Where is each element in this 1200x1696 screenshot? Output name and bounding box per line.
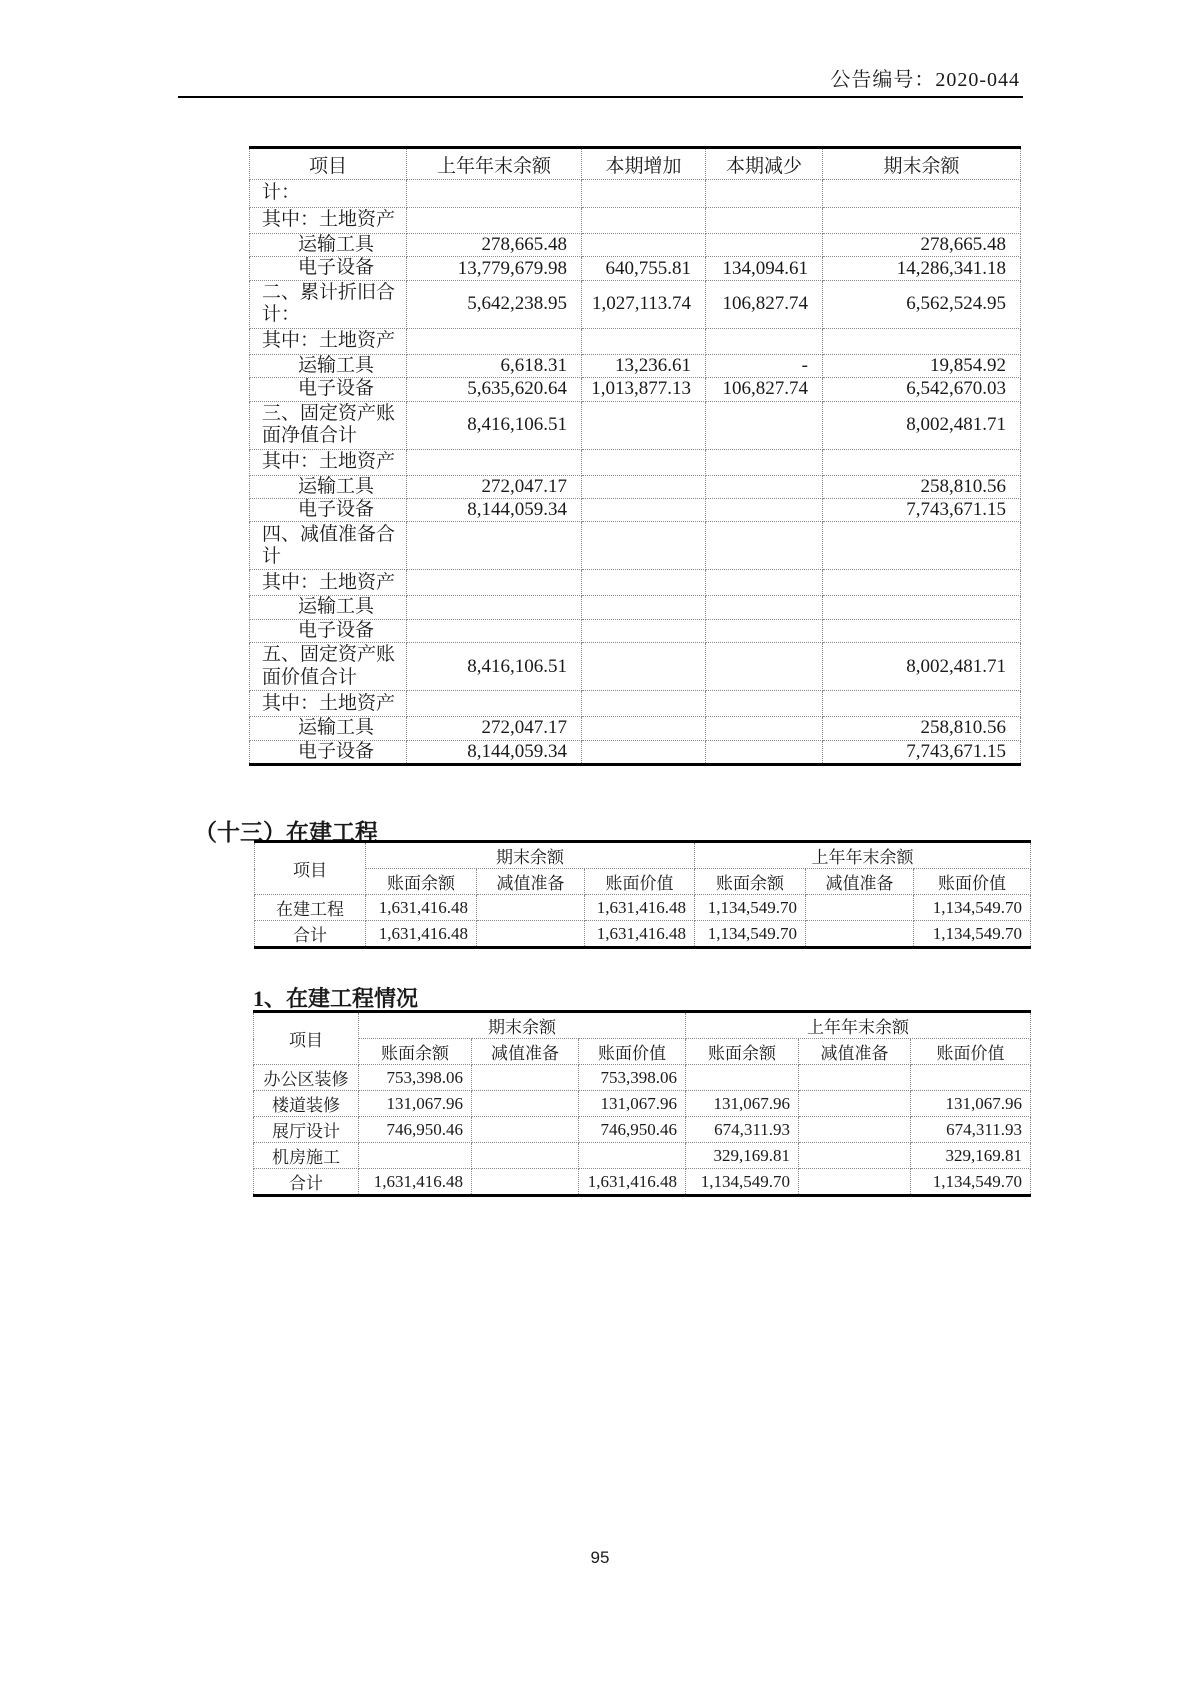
table-cell — [806, 921, 914, 948]
col-header-book-value: 账面价值 — [911, 1039, 1031, 1065]
cip-detail-group-header-row — [254, 1012, 1031, 1039]
table-cell — [823, 208, 1021, 234]
table-cell: 1,134,549.70 — [914, 895, 1031, 921]
fixed-assets-table — [249, 146, 1021, 766]
table-cell — [823, 596, 1021, 619]
table-cell: 8,144,059.34 — [407, 499, 582, 522]
col-header-book-value: 账面价值 — [585, 869, 695, 895]
table-cell — [706, 401, 823, 449]
cip-summary-sub-header-row — [255, 869, 1031, 895]
table-cell — [582, 522, 706, 570]
table-cell — [582, 234, 706, 257]
table-cell: 640,755.81 — [582, 257, 706, 280]
row-label: 其中：土地资产 — [250, 570, 407, 596]
group-header-ending-balance: 期末余额 — [366, 842, 695, 869]
row-label: 展厅设计 — [254, 1117, 359, 1143]
table-cell — [407, 328, 582, 354]
table-cell — [706, 522, 823, 570]
col-header-book-balance: 账面余额 — [686, 1039, 799, 1065]
table-cell — [582, 596, 706, 619]
table-cell — [706, 717, 823, 740]
table-row — [250, 449, 1021, 475]
table-cell — [706, 208, 823, 234]
col-header-impairment-provision: 减值准备 — [799, 1039, 911, 1065]
table-cell — [582, 208, 706, 234]
table-row — [250, 208, 1021, 234]
col-header-impairment-provision: 减值准备 — [806, 869, 914, 895]
table-cell — [407, 619, 582, 642]
table-cell — [582, 180, 706, 208]
table-cell — [582, 643, 706, 691]
table-row — [255, 921, 1031, 948]
table-cell: 674,311.93 — [911, 1117, 1031, 1143]
col-header-project: 项目 — [250, 148, 407, 180]
table-cell — [407, 596, 582, 619]
table-cell — [407, 180, 582, 208]
table-cell — [823, 522, 1021, 570]
table-row — [250, 596, 1021, 619]
table-cell: 13,236.61 — [582, 354, 706, 377]
row-label: 电子设备 — [250, 499, 407, 522]
row-label: 其中：土地资产 — [250, 449, 407, 475]
table-cell — [823, 180, 1021, 208]
table-row — [254, 1169, 1031, 1196]
col-header-book-balance: 账面余额 — [695, 869, 806, 895]
table-cell — [686, 1065, 799, 1091]
row-label: 电子设备 — [250, 257, 407, 280]
cip-summary-table — [254, 840, 1031, 949]
table-row — [254, 1143, 1031, 1169]
col-header-book-balance: 账面余额 — [359, 1039, 472, 1065]
table-cell — [799, 1065, 911, 1091]
table-row — [250, 619, 1021, 642]
table-cell: 1,631,416.48 — [359, 1169, 472, 1196]
table-cell — [706, 475, 823, 498]
fixed-assets-header-row — [250, 148, 1021, 180]
table-cell — [806, 895, 914, 921]
table-cell: 258,810.56 — [823, 475, 1021, 498]
table-cell — [706, 596, 823, 619]
table-cell — [472, 1091, 579, 1117]
table-cell: 1,134,549.70 — [914, 921, 1031, 948]
table-cell: 1,631,416.48 — [585, 921, 695, 948]
table-cell: 278,665.48 — [823, 234, 1021, 257]
row-label: 机房施工 — [254, 1143, 359, 1169]
table-cell: 1,631,416.48 — [585, 895, 695, 921]
table-row — [250, 257, 1021, 280]
table-cell — [582, 717, 706, 740]
table-cell: 5,642,238.95 — [407, 280, 582, 328]
row-label: 电子设备 — [250, 378, 407, 401]
table-row — [250, 234, 1021, 257]
table-cell: 6,562,524.95 — [823, 280, 1021, 328]
row-label: 办公区装修 — [254, 1065, 359, 1091]
table-cell: 7,743,671.15 — [823, 740, 1021, 764]
table-cell — [582, 499, 706, 522]
table-row — [250, 328, 1021, 354]
table-cell — [799, 1169, 911, 1196]
table-cell — [706, 449, 823, 475]
table-cell: 106,827.74 — [706, 280, 823, 328]
table-cell: 8,416,106.51 — [407, 643, 582, 691]
table-cell: 258,810.56 — [823, 717, 1021, 740]
cip-summary-group-header-row — [255, 842, 1031, 869]
table-cell — [706, 740, 823, 764]
table-cell — [823, 691, 1021, 717]
table-row — [250, 717, 1021, 740]
table-cell: 131,067.96 — [359, 1091, 472, 1117]
row-label: 运输工具 — [250, 475, 407, 498]
page-number: 95 — [590, 1548, 610, 1567]
table-cell: 329,169.81 — [686, 1143, 799, 1169]
table-cell — [582, 401, 706, 449]
table-cell: 753,398.06 — [579, 1065, 686, 1091]
table-cell: 1,027,113.74 — [582, 280, 706, 328]
table-cell — [579, 1143, 686, 1169]
table-cell: 19,854.92 — [823, 354, 1021, 377]
table-cell — [477, 921, 585, 948]
row-label: 五、固定资产账面价值合计 — [250, 643, 407, 691]
row-label: 计： — [250, 180, 407, 208]
section-13-title: （十三）在建工程 — [194, 820, 378, 845]
table-row — [255, 895, 1031, 921]
table-cell: 131,067.96 — [579, 1091, 686, 1117]
table-cell: 272,047.17 — [407, 475, 582, 498]
table-cell — [407, 570, 582, 596]
row-label: 运输工具 — [250, 596, 407, 619]
table-cell — [799, 1143, 911, 1169]
table-cell — [472, 1169, 579, 1196]
table-row — [250, 378, 1021, 401]
table-cell: - — [706, 354, 823, 377]
table-row — [250, 499, 1021, 522]
table-cell — [477, 895, 585, 921]
row-label: 二、累计折旧合计： — [250, 280, 407, 328]
table-cell — [582, 691, 706, 717]
table-cell — [706, 180, 823, 208]
table-row — [250, 180, 1021, 208]
table-cell — [407, 208, 582, 234]
table-row — [254, 1117, 1031, 1143]
table-row — [250, 354, 1021, 377]
table-cell: 1,134,549.70 — [686, 1169, 799, 1196]
table-cell — [706, 691, 823, 717]
row-label: 运输工具 — [250, 717, 407, 740]
table-cell: 1,013,877.13 — [582, 378, 706, 401]
table-cell: 14,286,341.18 — [823, 257, 1021, 280]
table-row — [250, 740, 1021, 764]
table-cell: 1,631,416.48 — [366, 895, 477, 921]
row-label: 运输工具 — [250, 354, 407, 377]
table-cell: 6,618.31 — [407, 354, 582, 377]
table-cell: 674,311.93 — [686, 1117, 799, 1143]
row-label: 四、减值准备合计 — [250, 522, 407, 570]
table-row — [250, 522, 1021, 570]
table-cell: 8,144,059.34 — [407, 740, 582, 764]
table-cell — [582, 570, 706, 596]
group-header-prior-year-balance: 上年年末余额 — [695, 842, 1031, 869]
table-cell: 131,067.96 — [686, 1091, 799, 1117]
col-header-period-increase: 本期增加 — [582, 148, 706, 180]
col-header-prior-year-balance: 上年年末余额 — [407, 148, 582, 180]
table-row — [250, 643, 1021, 691]
table-cell: 1,134,549.70 — [695, 895, 806, 921]
col-header-ending-balance: 期末余额 — [823, 148, 1021, 180]
col-header-book-value: 账面价值 — [914, 869, 1031, 895]
table-cell — [407, 449, 582, 475]
row-label: 合计 — [254, 1169, 359, 1196]
cip-detail-table — [253, 1010, 1031, 1197]
cip-detail-sub-header-row — [254, 1039, 1031, 1065]
announcement-number: 公告编号：2020-044 — [830, 69, 1020, 91]
table-cell — [799, 1091, 911, 1117]
table-cell: 7,743,671.15 — [823, 499, 1021, 522]
table-cell: 13,779,679.98 — [407, 257, 582, 280]
row-label: 其中：土地资产 — [250, 328, 407, 354]
table-cell — [359, 1143, 472, 1169]
row-label: 合计 — [255, 921, 366, 948]
table-cell: 8,002,481.71 — [823, 643, 1021, 691]
table-cell: 1,134,549.70 — [911, 1169, 1031, 1196]
col-header-impairment-provision: 减值准备 — [477, 869, 585, 895]
header-rule — [178, 96, 1023, 98]
table-cell: 106,827.74 — [706, 378, 823, 401]
table-cell: 1,134,549.70 — [695, 921, 806, 948]
col-header-period-decrease: 本期减少 — [706, 148, 823, 180]
table-cell — [582, 328, 706, 354]
table-cell — [407, 691, 582, 717]
table-cell: 1,631,416.48 — [366, 921, 477, 948]
table-cell — [582, 619, 706, 642]
row-label: 其中：土地资产 — [250, 691, 407, 717]
table-cell: 329,169.81 — [911, 1143, 1031, 1169]
table-cell: 746,950.46 — [579, 1117, 686, 1143]
table-row — [250, 475, 1021, 498]
row-label: 三、固定资产账面净值合计 — [250, 401, 407, 449]
row-label: 电子设备 — [250, 619, 407, 642]
table-cell — [582, 740, 706, 764]
table-cell: 6,542,670.03 — [823, 378, 1021, 401]
table-cell: 131,067.96 — [911, 1091, 1031, 1117]
col-header-book-value: 账面价值 — [579, 1039, 686, 1065]
table-row — [250, 280, 1021, 328]
table-row — [254, 1065, 1031, 1091]
table-cell — [407, 522, 582, 570]
table-cell — [472, 1143, 579, 1169]
table-cell — [823, 328, 1021, 354]
group-header-prior-year-balance: 上年年末余额 — [686, 1012, 1031, 1039]
table-cell — [823, 619, 1021, 642]
table-cell: 272,047.17 — [407, 717, 582, 740]
table-cell — [472, 1065, 579, 1091]
col-header-book-balance: 账面余额 — [366, 869, 477, 895]
table-cell — [823, 449, 1021, 475]
table-row — [250, 691, 1021, 717]
col-header-project: 项目 — [254, 1012, 359, 1065]
row-label: 电子设备 — [250, 740, 407, 764]
table-cell — [706, 499, 823, 522]
table-cell — [582, 475, 706, 498]
table-cell — [706, 328, 823, 354]
table-cell — [823, 570, 1021, 596]
table-cell — [706, 619, 823, 642]
row-label: 楼道装修 — [254, 1091, 359, 1117]
row-label: 运输工具 — [250, 234, 407, 257]
table-cell — [706, 234, 823, 257]
cip-detail-title: 1、在建工程情况 — [253, 986, 419, 1011]
table-cell: 1,631,416.48 — [579, 1169, 686, 1196]
table-cell — [472, 1117, 579, 1143]
table-cell — [706, 643, 823, 691]
table-cell — [582, 449, 706, 475]
table-cell: 278,665.48 — [407, 234, 582, 257]
col-header-project: 项目 — [255, 842, 366, 895]
table-cell — [706, 570, 823, 596]
col-header-impairment-provision: 减值准备 — [472, 1039, 579, 1065]
group-header-ending-balance: 期末余额 — [359, 1012, 686, 1039]
row-label: 在建工程 — [255, 895, 366, 921]
table-cell: 753,398.06 — [359, 1065, 472, 1091]
table-cell: 8,002,481.71 — [823, 401, 1021, 449]
row-label: 其中：土地资产 — [250, 208, 407, 234]
table-cell — [799, 1117, 911, 1143]
table-cell — [911, 1065, 1031, 1091]
table-row — [254, 1091, 1031, 1117]
table-cell: 5,635,620.64 — [407, 378, 582, 401]
table-row — [250, 401, 1021, 449]
table-row — [250, 570, 1021, 596]
table-cell: 746,950.46 — [359, 1117, 472, 1143]
table-cell: 134,094.61 — [706, 257, 823, 280]
table-cell: 8,416,106.51 — [407, 401, 582, 449]
